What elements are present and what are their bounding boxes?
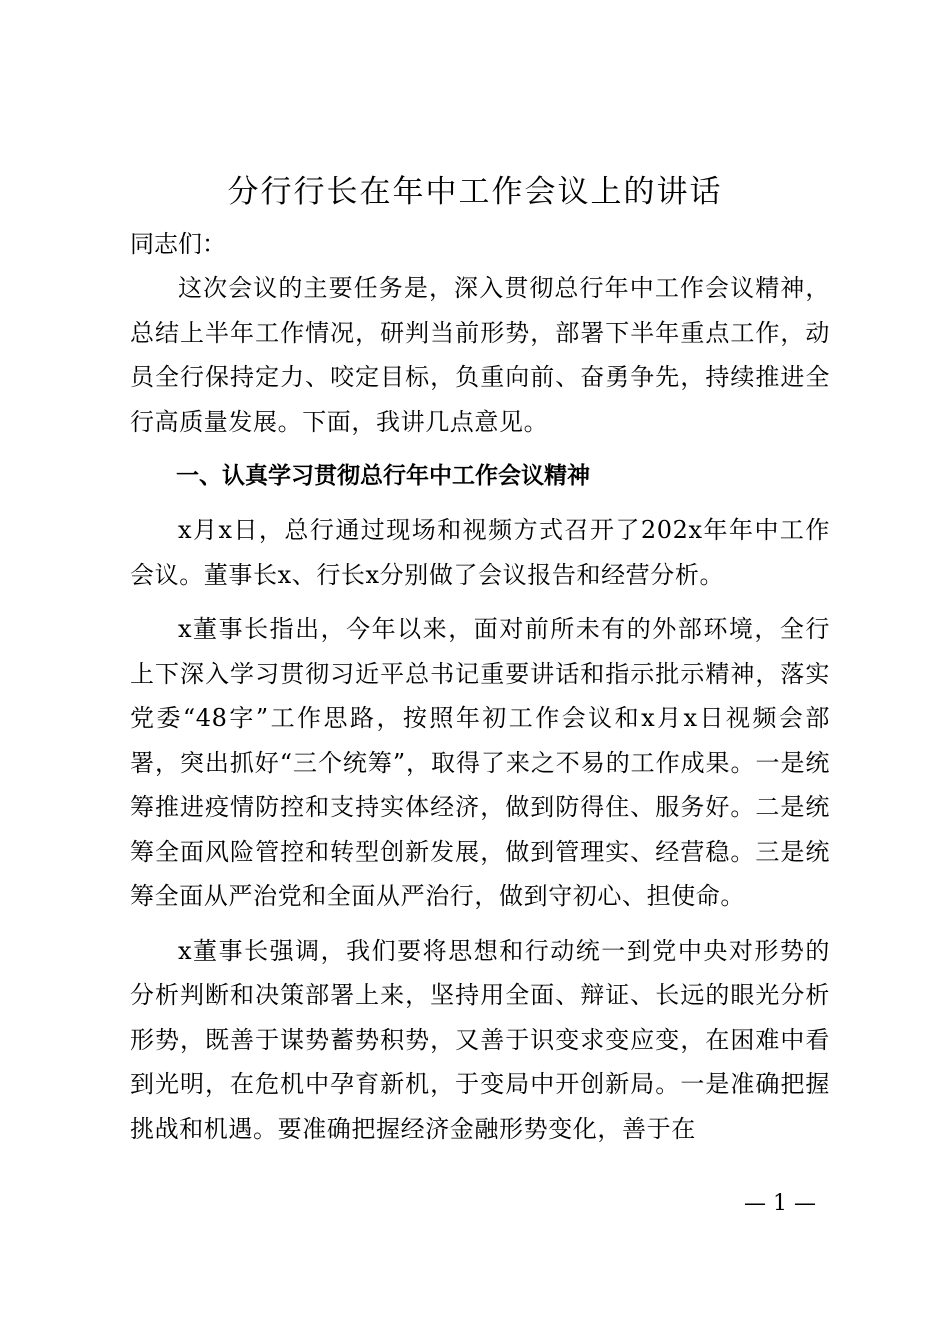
paragraph-intro: 这次会议的主要任务是，深入贯彻总行年中工作会议精神，总结上半年工作情况，研判当前形势，部署下半年重点工作，动员全行保持定力、咬定目标，负重向前、奋勇争先，持续推进全行高质量发展。下面，我讲几点意见。 [130,274,830,436]
page-number: — 1 — [744,1191,816,1216]
section-heading-1: 一、认真学习贯彻总行年中工作会议精神 [176,463,590,489]
document-title: 分行行长在年中工作会议上的讲话 [227,174,723,210]
paragraph-chairman-emphasized: x董事长强调，我们要将思想和行动统一到党中央对形势的分析判断和决策部署上来，坚持用全面、辩证、长远的眼光分析形势，既善于谋势蓄势积势，又善于识变求变应变，在困难中看到光明，在危机中孕育新机，于变局中开创新局。一是准确把握挑战和机遇。要准确把握经济金融形势变化，善于在 [130,936,830,1143]
paragraph-meeting: x月x日，总行通过现场和视频方式召开了202x年年中工作会议。董事长x、行长x分别做了会议报告和经营分析。 [130,516,830,589]
paragraph-chairman-pointed: x董事长指出，今年以来，面对前所未有的外部环境，全行上下深入学习贯彻习近平总书记重要讲话和指示批示精神，落实党委“48字”工作思路，按照年初工作会议和x月x日视频会部署，突出抓好“三个统筹”，取得了来之不易的工作成果。一是统筹推进疫情防控和支持实体经济，做到防得住、服务好。二是统筹全面风险管控和转型创新发展，做到管理实、经营稳。三是统筹全面从严治党和全面从严治行，做到守初心、担使命。 [130,615,830,910]
document-body [130,222,830,1161]
salutation: 同志们： [130,230,226,258]
